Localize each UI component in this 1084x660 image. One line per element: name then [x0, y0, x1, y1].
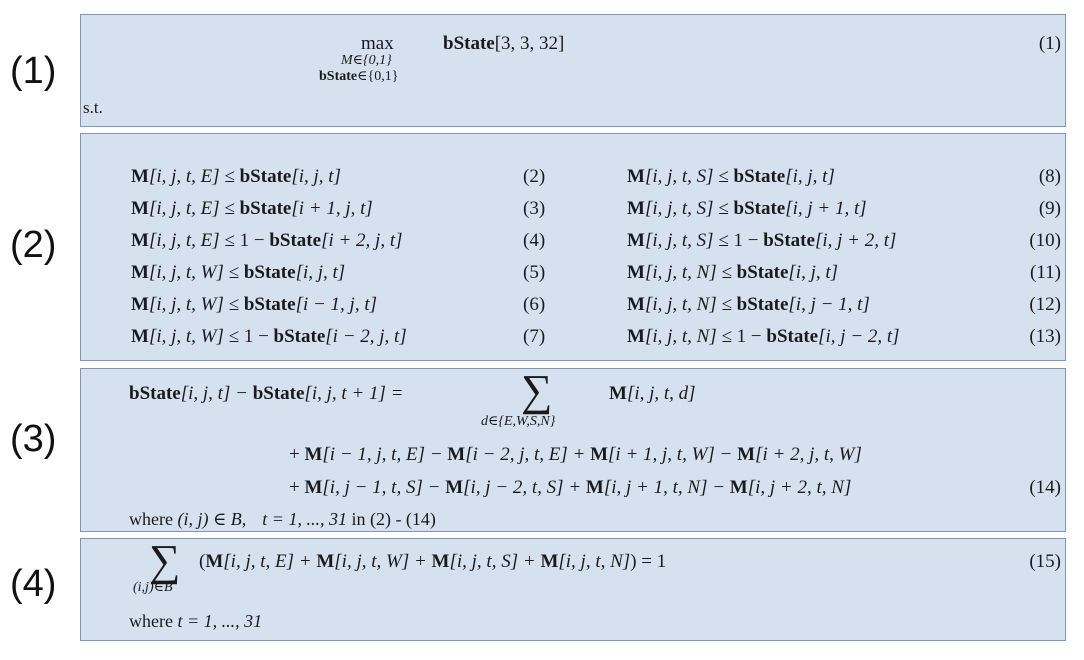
equation-number-6: (6): [523, 294, 546, 315]
equation-number-11: (11): [1030, 262, 1061, 283]
equation-number-7: (7): [523, 326, 546, 347]
objective-block: [80, 14, 1066, 127]
constraint-left-6: M[i, j, t, W] ≤ 1 − bState[i − 2, j, t]: [131, 326, 407, 347]
equation-number-15: (15): [1029, 551, 1061, 572]
constraint-left-5: M[i, j, t, W] ≤ bState[i − 1, j, t]: [131, 294, 378, 315]
flow-line-3: + M[i, j − 1, t, S] − M[i, j − 2, t, S] + M[i, j + 1, t, N] − M[i, j + 2, t, N]: [289, 477, 852, 498]
subject-to-label: s.t.: [83, 98, 103, 117]
equation-number-4: (4): [523, 230, 546, 251]
constraint-right-2: M[i, j, t, S] ≤ bState[i, j + 1, t]: [627, 198, 867, 219]
section-label-4: (4): [10, 563, 57, 605]
section-label-2: (2): [10, 224, 57, 266]
max-subscript-bstate: bState∈{0,1}: [319, 69, 399, 84]
equation-number-3: (3): [523, 198, 546, 219]
equation-number-13: (13): [1029, 326, 1061, 347]
sum-term: M[i, j, t, d]: [609, 383, 696, 404]
constraint-right-3: M[i, j, t, S] ≤ 1 − bState[i, j + 2, t]: [627, 230, 897, 251]
objective-expression: bState[3, 3, 32]: [443, 33, 565, 54]
flow-where-clause: where (i, j) ∈ B, t = 1, ..., 31 in (2) - (14): [129, 509, 436, 529]
assignment-block: [80, 538, 1066, 641]
max-operator: max: [361, 33, 394, 54]
section-label-1: (1): [10, 50, 57, 92]
equation-number-9: (9): [1038, 198, 1061, 219]
constraint-left-3: M[i, j, t, E] ≤ 1 − bState[i + 2, j, t]: [131, 230, 403, 251]
constraint-left-4: M[i, j, t, W] ≤ bState[i, j, t]: [131, 262, 346, 283]
constraint-left-1: M[i, j, t, E] ≤ bState[i, j, t]: [131, 166, 341, 187]
max-subscript-m: M∈{0,1}: [341, 53, 392, 68]
constraint-left-2: M[i, j, t, E] ≤ bState[i + 1, j, t]: [131, 198, 373, 219]
flow-conservation-block: [80, 368, 1066, 532]
sum-subscript: d∈{E,W,S,N}: [481, 414, 556, 429]
equation-number-2: (2): [523, 166, 546, 187]
sum-symbol: ∑: [521, 366, 553, 415]
flow-line-2: + M[i − 1, j, t, E] − M[i − 2, j, t, E] + M[i + 1, j, t, W] − M[i + 2, j, t, W]: [289, 444, 862, 465]
constraint-right-6: M[i, j, t, N] ≤ 1 − bState[i, j − 2, t]: [627, 326, 900, 347]
assignment-expression: (M[i, j, t, E] + M[i, j, t, W] + M[i, j, t, S] + M[i, j, t, N]) = 1: [199, 551, 667, 572]
section-label-3: (3): [10, 418, 57, 460]
equation-number-10: (10): [1029, 230, 1061, 251]
equation-number-8: (8): [1038, 166, 1061, 187]
flow-lhs: bState[i, j, t] − bState[i, j, t + 1] =: [129, 383, 404, 404]
equation-number-12: (12): [1029, 294, 1061, 315]
equation-number-1: (1): [1038, 33, 1061, 54]
sum-symbol-4: ∑: [149, 536, 181, 585]
equation-number-14: (14): [1029, 477, 1061, 498]
equation-number-5: (5): [523, 262, 546, 283]
constraint-right-5: M[i, j, t, N] ≤ bState[i, j − 1, t]: [627, 294, 870, 315]
constraint-right-4: M[i, j, t, N] ≤ bState[i, j, t]: [627, 262, 839, 283]
constraints-block: [80, 133, 1066, 361]
constraint-right-1: M[i, j, t, S] ≤ bState[i, j, t]: [627, 166, 835, 187]
sum-subscript-4: (i,j)∈B: [133, 580, 173, 595]
assignment-where-clause: where t = 1, ..., 31: [129, 611, 263, 631]
